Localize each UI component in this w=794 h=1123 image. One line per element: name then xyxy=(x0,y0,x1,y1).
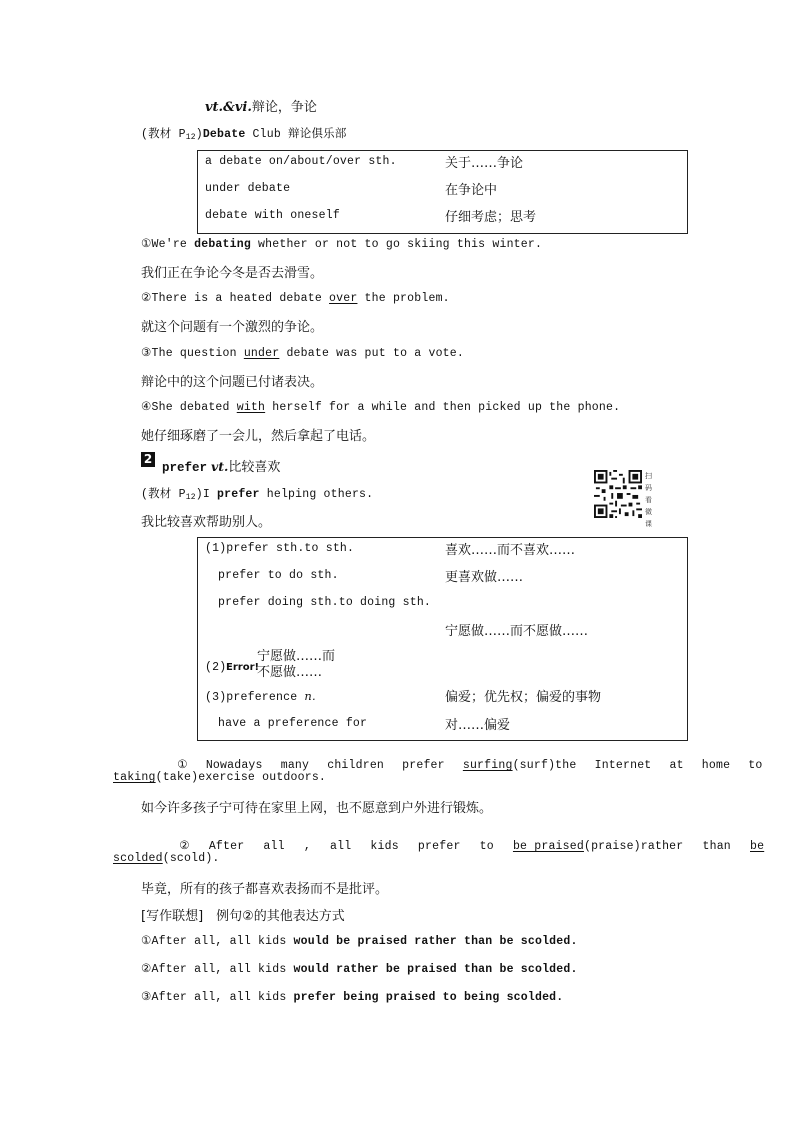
ex-text: (scold). xyxy=(162,852,220,865)
headword: prefer xyxy=(162,461,208,475)
prefer-example-1-line2 xyxy=(113,771,326,784)
row-prefix: (2) xyxy=(205,661,227,674)
debate-example-3 xyxy=(141,345,464,360)
ref-word: prefer xyxy=(217,488,260,501)
table-cell-en: prefer doing sth.to doing sth. xyxy=(218,596,432,609)
debate-pos-line xyxy=(205,96,317,115)
ref-page-sub: 12 xyxy=(185,493,196,502)
prefer-example-2-line2 xyxy=(113,852,220,865)
debate-phrase-table xyxy=(197,150,688,234)
table-row-error xyxy=(205,643,435,680)
prefer-ref-cn: 我比较喜欢帮助别人。 xyxy=(141,515,272,530)
ex-answer: taking xyxy=(113,771,156,784)
table-cell-en: prefer to do sth. xyxy=(218,569,339,582)
debate-example-3-cn: 辩论中的这个问题已付诸表决。 xyxy=(141,375,324,390)
stacked-text-top: 宁愿做……而 xyxy=(257,649,336,664)
pos-label: vt.&vi. xyxy=(205,100,252,115)
alt-text: ②After all, all kids xyxy=(141,963,294,976)
alt-bold: would be praised rather than be scolded. xyxy=(293,935,578,948)
ex-answer: with xyxy=(236,401,266,414)
alternative-1 xyxy=(141,933,578,948)
table-cell-en: under debate xyxy=(205,182,291,195)
ex-answer: be xyxy=(750,840,765,853)
table-cell-en: have a preference for xyxy=(218,717,368,730)
alternative-3 xyxy=(141,989,563,1004)
headword-meaning: 比较喜欢 xyxy=(228,460,281,475)
debate-example-1-cn: 我们正在争论今冬是否去滑雪。 xyxy=(141,266,324,281)
ex-text: herself for a while and then picked up the phone. xyxy=(265,401,621,414)
ex-answer: scolded xyxy=(113,852,163,865)
table-cell-cn: 偏爱；优先权；偏爱的事物 xyxy=(445,690,602,705)
table-cell-cn: 仔细考虑；思考 xyxy=(445,210,537,225)
row-text: (3)preference xyxy=(205,691,305,704)
error-field: Error! xyxy=(226,662,260,673)
ex-text: debate was put to a vote. xyxy=(279,347,464,360)
ex-text: (take)exercise outdoors. xyxy=(155,771,327,784)
table-cell-cn: 对……偏爱 xyxy=(445,718,511,733)
ex-text: the problem. xyxy=(357,292,450,305)
ex-answer: under xyxy=(243,347,280,360)
table-cell-cn: 在争论中 xyxy=(445,183,498,198)
ex-answer: over xyxy=(329,292,358,305)
debate-example-4-cn: 她仔细琢磨了一会儿，然后拿起了电话。 xyxy=(141,429,376,444)
debate-example-4 xyxy=(141,399,620,414)
ex-bold: debating xyxy=(194,238,251,251)
qr-caption-char: 码 xyxy=(645,484,652,492)
alt-bold: prefer being praised to being scolded. xyxy=(293,991,564,1004)
ex-text: ② After all , all kids prefer to xyxy=(179,840,513,853)
qr-caption-char: 扫 xyxy=(645,472,652,480)
table-cell-cn: 喜欢……而不喜欢…… xyxy=(445,543,576,558)
prefer-example-1-line1 xyxy=(141,744,763,772)
prefer-example-2-cn: 毕竟，所有的孩子都喜欢表扬而不是批评。 xyxy=(141,882,389,897)
prefer-example-2-line1 xyxy=(141,825,764,853)
alt-text: ①After all, all kids xyxy=(141,935,294,948)
table-cell-en xyxy=(205,689,316,704)
table-cell-cn: 关于……争论 xyxy=(445,156,524,171)
ex-text: ②There is a heated debate xyxy=(141,292,330,305)
qr-caption xyxy=(645,470,653,530)
stacked-text-bottom: 不愿做…… xyxy=(257,665,323,680)
debate-textbook-ref xyxy=(141,125,347,142)
ref-prefix: (教材 P xyxy=(141,128,186,141)
table-cell-en: (1)prefer sth.to sth. xyxy=(205,542,355,555)
qr-caption-char: 课 xyxy=(645,520,652,528)
prefer-phrase-table xyxy=(197,537,688,741)
ref-mid: )I xyxy=(195,488,218,501)
ex-text: (praise)rather than xyxy=(583,840,750,853)
ref-rest: helping others. xyxy=(259,488,374,501)
qr-caption-char: 微 xyxy=(645,508,652,516)
qr-code-image[interactable] xyxy=(594,470,642,518)
ex-text: ①We're xyxy=(141,238,195,251)
pos-meaning: 辩论，争论 xyxy=(251,100,317,115)
table-cell-cn: 宁愿做……而不愿做…… xyxy=(445,624,589,639)
row-pos: n. xyxy=(304,689,316,703)
ref-rest: Club 辩论俱乐部 xyxy=(245,128,347,141)
ref-page-sub: 12 xyxy=(185,133,196,142)
prefer-headword-line xyxy=(162,456,280,475)
writing-association-title: [写作联想] 例句②的其他表达方式 xyxy=(141,909,345,924)
ex-text: ① Nowadays many children prefer xyxy=(177,759,463,772)
alt-bold: would rather be praised than be scolded. xyxy=(293,963,578,976)
ex-answer: be praised xyxy=(512,840,584,853)
table-cell-en: a debate on/about/over sth. xyxy=(205,155,397,168)
ref-word: Debate xyxy=(202,128,246,141)
alt-text: ③After all, all kids xyxy=(141,991,294,1004)
ex-text: ④She debated xyxy=(141,401,237,414)
debate-example-2 xyxy=(141,290,450,305)
prefer-textbook-ref xyxy=(141,485,373,502)
prefer-example-1-cn: 如今许多孩子宁可待在家里上网，也不愿意到户外进行锻炼。 xyxy=(141,801,493,816)
qr-caption-char: 看 xyxy=(645,496,652,504)
ref-prefix: (教材 P xyxy=(141,488,186,501)
debate-example-2-cn: 就这个问题有一个激烈的争论。 xyxy=(141,320,324,335)
headword-pos: vt. xyxy=(211,459,229,474)
debate-example-1 xyxy=(141,236,542,251)
alternative-2 xyxy=(141,961,578,976)
ex-text: ③The question xyxy=(141,347,244,360)
ex-answer: surfing xyxy=(462,759,513,772)
ref-suffix: ) xyxy=(195,128,203,141)
ex-text: (surf)the Internet at home to xyxy=(512,759,763,772)
table-cell-en: debate with oneself xyxy=(205,209,340,222)
ex-text: whether or not to go skiing this winter. xyxy=(250,238,543,251)
section-number-badge: 2 xyxy=(141,452,155,467)
table-cell-cn: 更喜欢做…… xyxy=(445,570,524,585)
